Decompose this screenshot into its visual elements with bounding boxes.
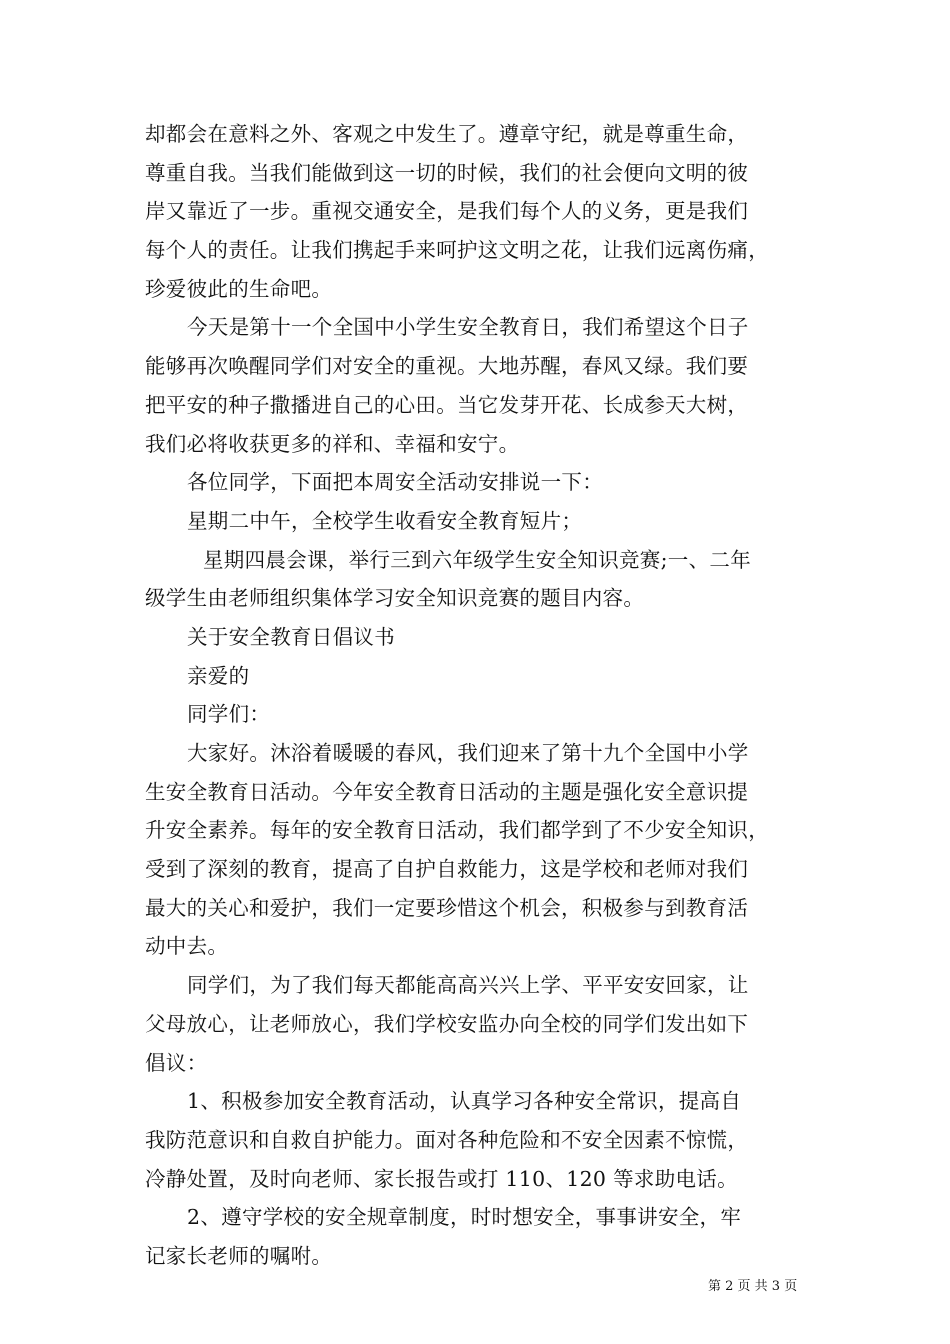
text-line: 岸又靠近了一步。重视交通安全，是我们每个人的义务，更是我们	[145, 199, 749, 224]
text-line: 动中去。	[145, 934, 229, 959]
text-line: 冷静处置，及时向老师、家长报告或打 110、120 等求助电话。	[145, 1166, 738, 1191]
text-line: 生安全教育日活动。今年安全教育日活动的主题是强化安全意识提	[145, 779, 749, 804]
text-line: 最大的关心和爱护，我们一定要珍惜这个机会，积极参与到教育活	[145, 895, 749, 920]
text-line: 珍爱彼此的生命吧。	[145, 276, 333, 301]
text-line: 把平安的种子撒播进自己的心田。当它发芽开花、长成参天大树，	[145, 392, 749, 417]
text-line: 各位同学，下面把本周安全活动安排说一下：	[187, 470, 603, 495]
text-line: 受到了深刻的教育，提高了自护自救能力，这是学校和老师对我们	[145, 857, 749, 882]
text-line: 升安全素养。每年的安全教育日活动，我们都学到了不少安全知识，	[145, 818, 769, 843]
salutation: 同学们：	[187, 702, 271, 727]
text-line: 倡议：	[145, 1050, 208, 1075]
page-number: 第 2 页 共 3 页	[708, 1279, 798, 1294]
text-line: 星期四晨会课，举行三到六年级学生安全知识竞赛;一、二年	[203, 547, 752, 572]
text-line: 1、积极参加安全教育活动，认真学习各种安全常识，提高自	[187, 1089, 742, 1114]
text-line: 2、遵守学校的安全规章制度，时时想安全，事事讲安全，牢	[187, 1205, 742, 1230]
text-line: 父母放心，让老师放心，我们学校安监办向全校的同学们发出如下	[145, 1011, 749, 1036]
text-line: 尊重自我。当我们能做到这一切的时候，我们的社会便向文明的彼	[145, 160, 749, 185]
salutation: 亲爱的	[187, 663, 250, 688]
text-line: 今天是第十一个全国中小学生安全教育日，我们希望这个日子	[187, 315, 749, 340]
text-line: 却都会在意料之外、客观之中发生了。遵章守纪，就是尊重生命，	[145, 122, 749, 146]
text-line: 我们必将收获更多的祥和、幸福和安宁。	[145, 431, 520, 456]
text-line: 能够再次唤醒同学们对安全的重视。大地苏醒，春风又绿。我们要	[145, 354, 749, 379]
text-line: 同学们，为了我们每天都能高高兴兴上学、平平安安回家，让	[187, 973, 749, 998]
document-body	[145, 115, 835, 1276]
text-line: 我防范意识和自救自护能力。面对各种危险和不安全因素不惊慌，	[145, 1127, 749, 1152]
text-line: 每个人的责任。让我们携起手来呵护这文明之花，让我们远离伤痛，	[145, 238, 769, 263]
text-line: 级学生由老师组织集体学习安全知识竞赛的题目内容。	[145, 586, 645, 611]
text-line: 星期二中午，全校学生收看安全教育短片；	[187, 508, 583, 533]
text-line: 大家好。沐浴着暖暖的春风，我们迎来了第十九个全国中小学	[187, 741, 749, 765]
text-line: 记家长老师的嘱咐。	[145, 1243, 333, 1268]
section-title: 关于安全教育日倡议书	[187, 624, 395, 649]
